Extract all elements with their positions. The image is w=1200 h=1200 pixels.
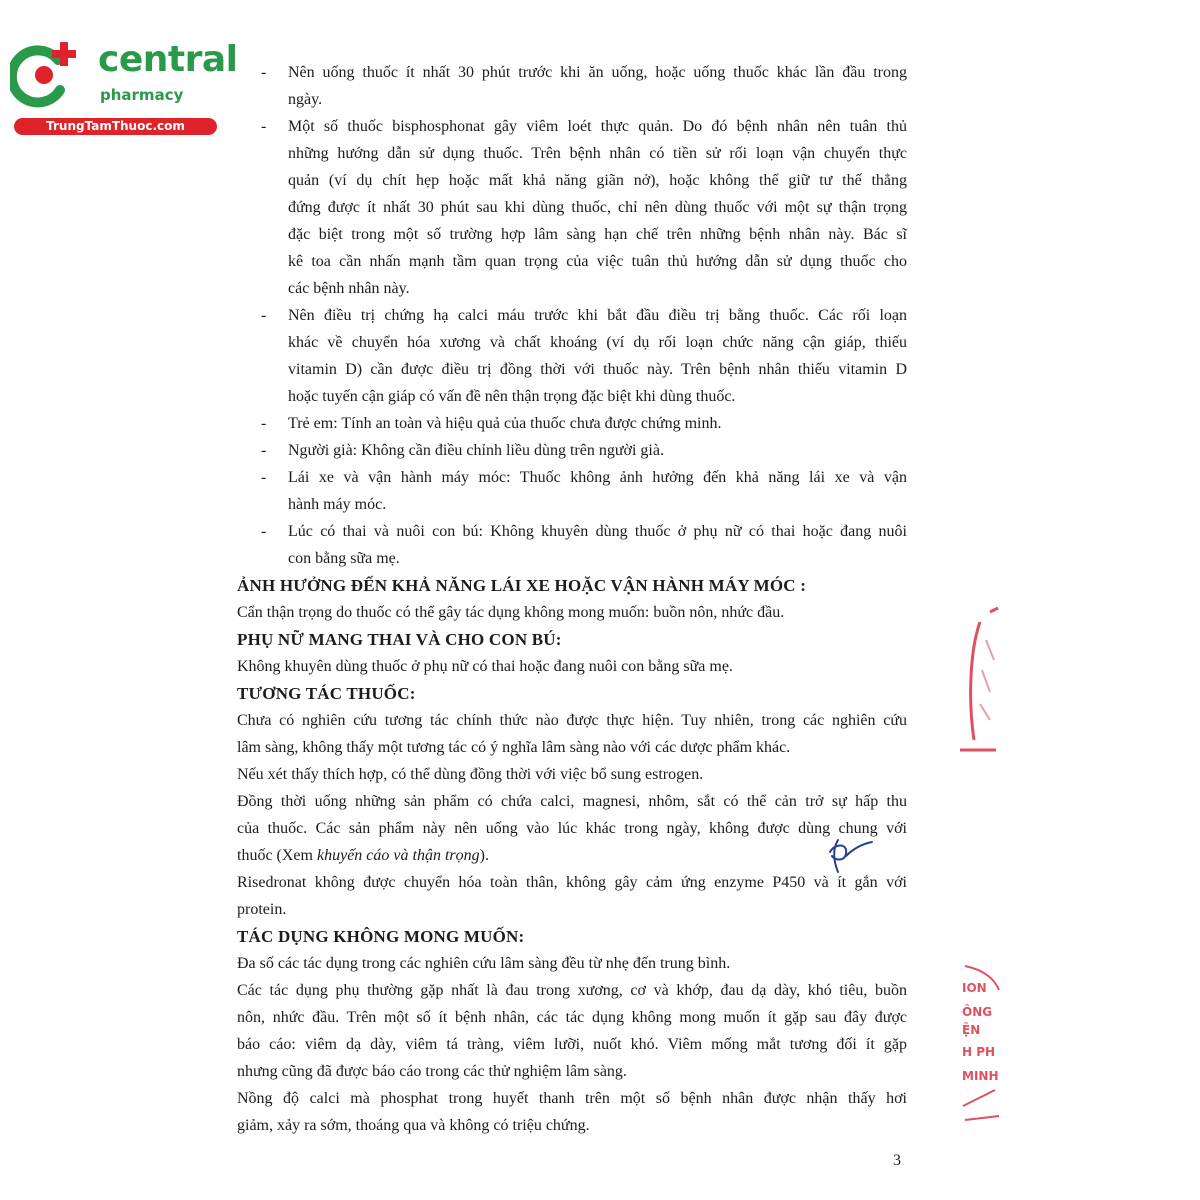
pharmacy-cross-logo-icon xyxy=(10,38,82,110)
section-heading-driving: ẢNH HƯỞNG ĐẾN KHẢ NĂNG LÁI XE HOẶC VẬN HÀNH MÁY MÓC : xyxy=(237,576,807,595)
seal-text: ION xyxy=(962,981,987,995)
pharmacy-logo[interactable] xyxy=(10,38,238,138)
bullet-dash: - xyxy=(261,523,267,540)
bullet-line: con bằng sữa mẹ. xyxy=(288,550,400,567)
text-run: ). xyxy=(479,847,489,864)
seal-text: ỆN xyxy=(962,1023,981,1037)
paragraph-line xyxy=(237,842,907,869)
paragraph-line: Chưa có nghiên cứu tương tác chính thức nào được thực hiện. Tuy nhiên, trong các nghiên cứu xyxy=(237,712,907,729)
text-run: thuốc (Xem xyxy=(237,847,317,864)
cross-reference: khuyến cáo và thận trọng xyxy=(316,847,480,864)
bullet-line: hành máy móc. xyxy=(288,496,387,513)
paragraph-line: Risedronat không được chuyển hóa toàn thân, không gây cảm ứng enzyme P450 và ít gắn với xyxy=(237,874,907,891)
bullet-line: những hướng dẫn sử dụng thuốc. Trên bệnh nhân có tiền sử rối loạn vận chuyển thực xyxy=(288,145,907,162)
bullet-line: khác về chuyển hóa xương và chất khoáng (ví dụ rối loạn chức năng cận giáp, thiếu xyxy=(288,334,907,351)
bullet-dash: - xyxy=(261,118,267,135)
precautions-list xyxy=(237,59,907,572)
document-body xyxy=(237,59,907,1139)
paragraph-line: nhưng cũng đã được báo cáo trong các thử nghiệm lâm sàng. xyxy=(237,1063,627,1080)
bullet-item xyxy=(237,302,907,329)
logo-url-badge[interactable]: TrungTamThuoc.com xyxy=(14,118,217,135)
paragraph-line: lâm sàng, không thấy một tương tác có ý nghĩa lâm sàng nào với các dược phẩm khác. xyxy=(237,739,791,756)
bullet-line: Trẻ em: Tính an toàn và hiệu quả của thuốc chưa được chứng minh. xyxy=(288,415,722,432)
section-heading-interactions: TƯƠNG TÁC THUỐC: xyxy=(237,684,416,703)
seal-text: H PH xyxy=(962,1045,996,1059)
bullet-line: kê toa cần nhấn mạnh tầm quan trọng của việc tuân thủ hướng dẫn sử dụng thuốc cho xyxy=(288,253,907,270)
bullet-line: Một số thuốc bisphosphonat gây viêm loét thực quản. Do đó bệnh nhân nên tuân thủ xyxy=(288,118,907,135)
bullet-item xyxy=(237,518,907,545)
paragraph-line: Cẩn thận trọng do thuốc có thể gây tác dụng không mong muốn: buồn nôn, nhức đầu. xyxy=(237,604,785,621)
handwritten-initials xyxy=(824,836,876,876)
bullet-line: Lái xe và vận hành máy móc: Thuốc không ảnh hưởng đến khả năng lái xe và vận xyxy=(288,469,907,486)
seal-text: ÔNG xyxy=(962,1005,993,1019)
page-number: 3 xyxy=(893,1152,901,1169)
bullet-line: đặc biệt trong một số trường hợp lâm sàng hạn chế trên những bệnh nhân này. Bác sĩ xyxy=(288,226,907,243)
logo-brand-sub: pharmacy xyxy=(100,86,184,104)
bullet-dash: - xyxy=(261,64,267,81)
paragraph-line: Nồng độ calci mà phosphat trong huyết thanh trên một số bệnh nhân được nhận thấy hơi xyxy=(237,1090,907,1107)
bullet-item xyxy=(237,437,907,464)
bullet-item xyxy=(237,113,907,140)
bullet-line: Lúc có thai và nuôi con bú: Không khuyên dùng thuốc ở phụ nữ có thai hoặc đang nuôi xyxy=(288,523,907,540)
bullet-line: Nên uống thuốc ít nhất 30 phút trước khi ăn uống, hoặc uống thuốc khác lần đầu trong xyxy=(288,64,907,81)
bullet-item xyxy=(237,59,907,86)
red-seal-fragment-top xyxy=(950,600,1000,770)
paragraph-line: Đồng thời uống những sản phẩm có chứa calci, magnesi, nhôm, sắt có thể cản trở sự hấp thu xyxy=(237,793,907,810)
paragraph-line: protein. xyxy=(237,901,287,918)
logo-brand-name: central xyxy=(98,39,238,80)
bullet-line: các bệnh nhân này. xyxy=(288,280,410,297)
bullet-line: vitamin D) cần được điều trị đồng thời với thuốc này. Trên bệnh nhân thiếu vitamin D xyxy=(288,361,907,378)
section-heading-side-effects: TÁC DỤNG KHÔNG MONG MUỐN: xyxy=(237,927,525,946)
paragraph-line: Đa số các tác dụng trong các nghiên cứu lâm sàng đều từ nhẹ đến trung bình. xyxy=(237,955,731,972)
bullet-line: hoặc tuyến cận giáp có vấn đề nên thận trọng đặc biệt khi dùng thuốc. xyxy=(288,388,736,405)
paragraph-line: nôn, nhức đầu. Trên một số ít bệnh nhân, các tác dụng không mong muốn ít gặp sau đây được xyxy=(237,1009,907,1026)
bullet-line: Người già: Không cần điều chỉnh liều dùng trên người già. xyxy=(288,442,664,459)
bullet-dash: - xyxy=(261,469,267,486)
paragraph-line: giảm, xảy ra sớm, thoáng qua và không có triệu chứng. xyxy=(237,1117,590,1134)
seal-text: MINH xyxy=(962,1069,999,1083)
bullet-dash: - xyxy=(261,415,267,432)
bullet-item xyxy=(237,464,907,491)
bullet-line: ngày. xyxy=(288,91,323,108)
paragraph-line: Nếu xét thấy thích hợp, có thể dùng đồng thời với việc bổ sung estrogen. xyxy=(237,766,704,783)
bullet-dash: - xyxy=(261,307,267,324)
bullet-dash: - xyxy=(261,442,267,459)
bullet-item xyxy=(237,410,907,437)
section-heading-pregnancy: PHỤ NỮ MANG THAI VÀ CHO CON BÚ: xyxy=(237,630,562,649)
bullet-line: quản (ví dụ chít hẹp hoặc mất khả năng giãn nở), hoặc không thể giữ tư thế thẳng xyxy=(288,172,907,189)
bullet-line: đứng được ít nhất 30 phút sau khi dùng thuốc, chỉ nên dùng thuốc với một sự thận trọng xyxy=(288,199,907,216)
paragraph-line: của thuốc. Các sản phẩm này nên uống vào lúc khác trong ngày, không được dùng chung với xyxy=(237,820,907,837)
paragraph-line: Các tác dụng phụ thường gặp nhất là đau trong xương, cơ và khớp, đau dạ dày, khó tiêu, buồn xyxy=(237,982,907,999)
bullet-line: Nên điều trị chứng hạ calci máu trước khi bắt đầu điều trị bằng thuốc. Các rối loạn xyxy=(288,307,907,324)
paragraph-line: báo cáo: viêm dạ dày, viêm tá tràng, viêm lưỡi, nuốt khó. Viêm mống mắt tương đối ít gặp xyxy=(237,1036,907,1053)
paragraph-line: Không khuyên dùng thuốc ở phụ nữ có thai hoặc đang nuôi con bằng sữa mẹ. xyxy=(237,658,733,675)
